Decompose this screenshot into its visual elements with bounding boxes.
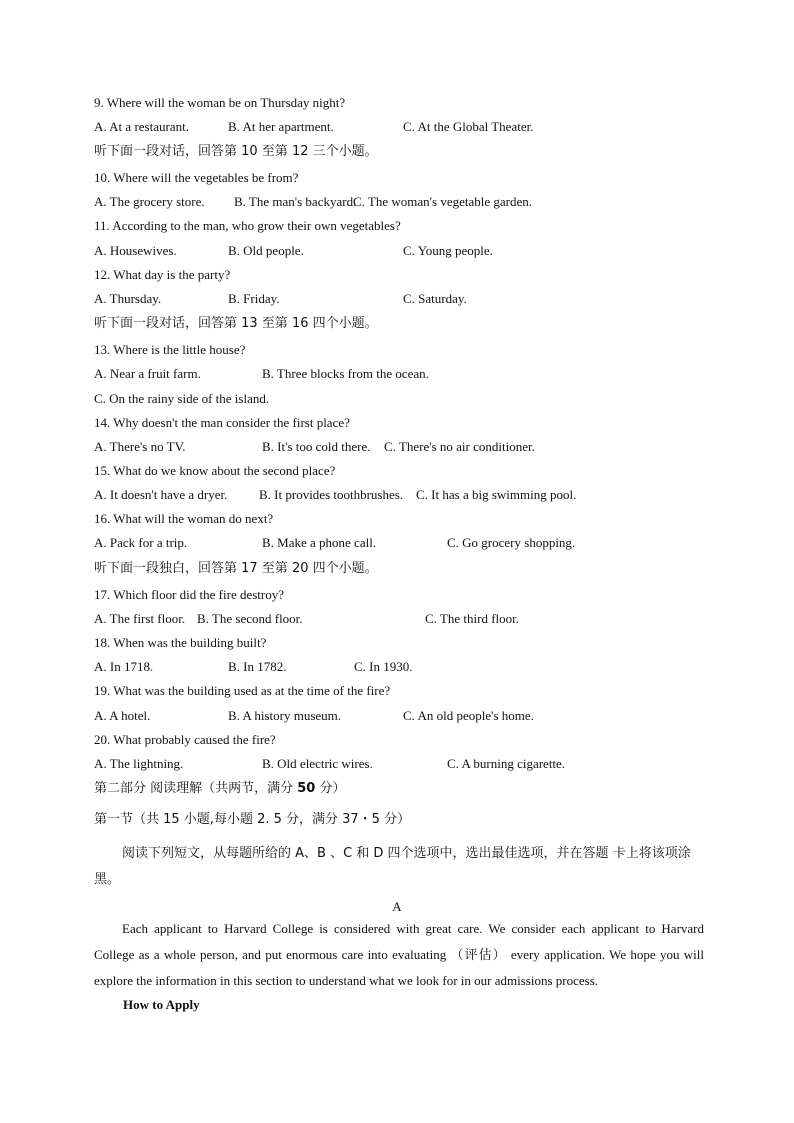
q14-option-a: A. There's no TV. bbox=[94, 439, 186, 454]
part2-heading bbox=[94, 781, 346, 797]
q9-option-a: A. At a restaurant. bbox=[94, 119, 189, 134]
question-15: 15. What do we know about the second place? bbox=[94, 463, 336, 478]
instruction-17-20: 听下面一段独白，回答第 17 至第 20 四个小题。 bbox=[94, 561, 378, 576]
q18-option-b: B. In 1782. bbox=[228, 659, 287, 674]
part2-heading-post: 分） bbox=[315, 781, 346, 796]
passage-label: A bbox=[392, 899, 402, 914]
q13-option-b: B. Three blocks from the ocean. bbox=[262, 366, 429, 381]
instruction-13-16: 听下面一段对话，回答第 13 至第 16 四个小题。 bbox=[94, 316, 378, 331]
q9-option-c: C. At the Global Theater. bbox=[403, 119, 534, 134]
question-10: 10. Where will the vegetables be from? bbox=[94, 170, 299, 185]
part2-heading-pre: 第二部分 阅读理解（共两节，满分 bbox=[94, 781, 298, 796]
passage-text: Each applicant to Harvard College is considered with great care. We consider each applicant to Harvard College as a whole person, and put enormous care into evaluating （评估） every application. We hope you will explore the information in this section to understand what we look for in our admissions process. bbox=[94, 921, 704, 988]
q19-option-b: B. A history museum. bbox=[228, 708, 342, 723]
question-18: 18. When was the building built? bbox=[94, 635, 267, 650]
q10-option-a: A. The grocery store. bbox=[94, 194, 205, 209]
q12-option-c: C. Saturday. bbox=[403, 291, 467, 306]
q11-option-a: A. Housewives. bbox=[94, 243, 177, 258]
q14-option-b: B. It's too cold there. bbox=[262, 439, 371, 454]
q9-option-b: B. At her apartment. bbox=[228, 119, 334, 134]
question-19: 19. What was the building used as at the time of the fire? bbox=[94, 683, 391, 698]
q10-option-b: B. The man's backyard. bbox=[234, 194, 357, 209]
question-14: 14. Why doesn't the man consider the first place? bbox=[94, 415, 350, 430]
q12-option-a: A. Thursday. bbox=[94, 291, 162, 306]
q15-option-c: C. It has a big swimming pool. bbox=[416, 487, 577, 502]
q17-option-a: A. The first floor. bbox=[94, 611, 186, 626]
q16-option-b: B. Make a phone call. bbox=[262, 535, 377, 550]
q16-option-c: C. Go grocery shopping. bbox=[447, 535, 576, 550]
q20-option-a: A. The lightning. bbox=[94, 756, 184, 771]
q17-option-b: B. The second floor. bbox=[197, 611, 303, 626]
question-17: 17. Which floor did the fire destroy? bbox=[94, 587, 285, 602]
question-16: 16. What will the woman do next? bbox=[94, 511, 274, 526]
part2-heading-score: 50 bbox=[297, 781, 316, 796]
q18-option-a: A. In 1718. bbox=[94, 659, 154, 674]
q17-option-c: C. The third floor. bbox=[425, 611, 520, 626]
q13-option-a: A. Near a fruit farm. bbox=[94, 366, 201, 381]
question-20: 20. What probably caused the fire? bbox=[94, 732, 276, 747]
reading-instruction: 阅读下列短文，从每题所给的 A、B 、C 和 D 四个选项中，选出最佳选项，并在答题 卡上将该项涂黑。 bbox=[94, 846, 691, 887]
q15-option-b: B. It provides toothbrushes. bbox=[259, 487, 404, 502]
q15-option-a: A. It doesn't have a dryer. bbox=[94, 487, 228, 502]
q10-option-c: C. The woman's vegetable garden. bbox=[353, 194, 532, 209]
q12-option-b: B. Friday. bbox=[228, 291, 280, 306]
q19-option-a: A. A hotel. bbox=[94, 708, 151, 723]
q16-option-a: A. Pack for a trip. bbox=[94, 535, 188, 550]
q13-option-c: C. On the rainy side of the island. bbox=[94, 391, 270, 406]
how-to-apply-heading: How to Apply bbox=[123, 997, 200, 1012]
q20-option-c: C. A burning cigarette. bbox=[447, 756, 566, 771]
question-11: 11. According to the man, who grow their own vegetables? bbox=[94, 218, 401, 233]
q11-option-b: B. Old people. bbox=[228, 243, 304, 258]
q11-option-c: C. Young people. bbox=[403, 243, 493, 258]
question-13: 13. Where is the little house? bbox=[94, 342, 246, 357]
question-9: 9. Where will the woman be on Thursday night? bbox=[94, 95, 346, 110]
question-12: 12. What day is the party? bbox=[94, 267, 231, 282]
q19-option-c: C. An old people's home. bbox=[403, 708, 534, 723]
section1-heading: 第一节（共 15 小题,每小题 2. 5 分，满分 37・5 分） bbox=[94, 812, 411, 827]
instruction-10-12: 听下面一段对话，回答第 10 至第 12 三个小题。 bbox=[94, 144, 378, 159]
q20-option-b: B. Old electric wires. bbox=[262, 756, 373, 771]
q18-option-c: C. In 1930. bbox=[354, 659, 413, 674]
q14-option-c: C. There's no air conditioner. bbox=[384, 439, 535, 454]
